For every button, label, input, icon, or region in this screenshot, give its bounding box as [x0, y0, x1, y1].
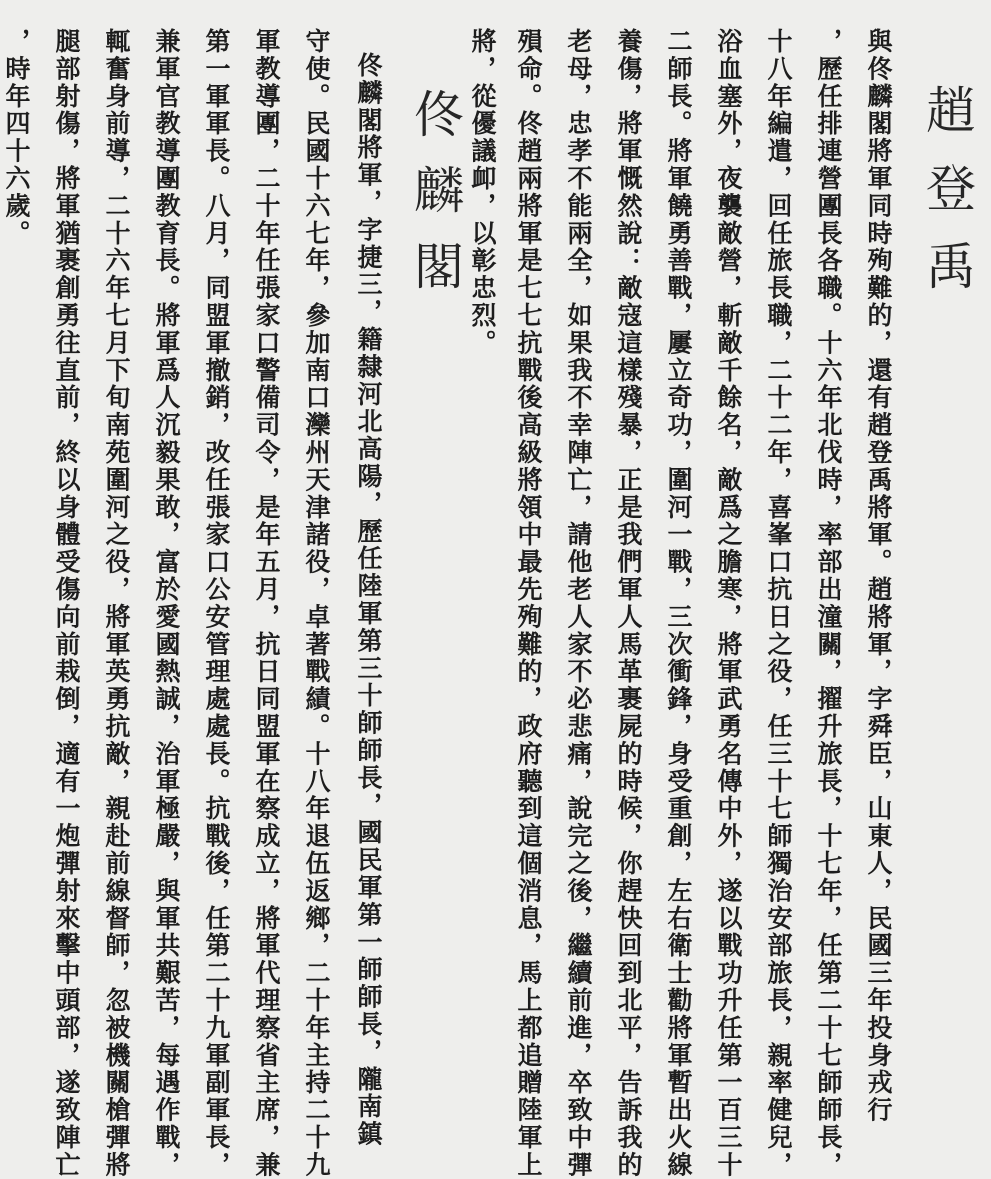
text-column: 老母，忠孝不能兩全，如果我不幸陣亡，請他老人家不必悲痛，說完之後，繼續前進，卒致中彈 — [564, 28, 593, 1179]
text-column: 與佟麟閣將軍同時殉難的，還有趙登禹將軍。趙將軍，字舜臣，山東人，民國三年投身戎行 — [864, 28, 893, 1124]
section-title-zhao-dengyu: 趙登禹 — [918, 84, 976, 318]
text-column: 養傷，將軍慨然說：敵寇這樣殘暴，正是我們軍人馬革裹屍的時候，你趕快回到北平，告訴我的 — [614, 28, 643, 1179]
text-column: 二師長。將軍饒勇善戰，屢立奇功，圍河一戰，三次衝鋒，身受重創，左右衛士勸將軍暫出火線 — [664, 28, 693, 1179]
text-column: 佟麟閣將軍，字捷三，籍隸河北高陽，歷任陸軍第三十師師長，國民軍第一師師長，隴南鎮 — [354, 52, 383, 1148]
text-column: 十八年編遣，回任旅長職，二十二年，喜峯口抗日之役，任三十七師獨治安部旅長，親率健兒， — [764, 28, 793, 1179]
text-column: 守使。民國十六七年，參加南口灤州天津諸役，卓著戰績。十八年退伍返鄉，二十年主持二十九 — [302, 28, 331, 1179]
text-column: 殞命。佟趙兩將軍是七七抗戰後高級將領中最先殉難的，政府聽到這個消息，馬上都追贈陸軍上 — [514, 28, 543, 1179]
text-column: 軍教導團，二十年任張家口警備司令，是年五月，抗日同盟軍在察成立，將軍代理察省主席，兼 — [252, 28, 281, 1179]
text-column: 兼軍官教導團教育長。將軍爲人沉毅果敢，富於愛國熱誠，治軍極嚴，與軍共艱苦，每遇作戰， — [152, 28, 181, 1179]
text-column: 輒奮身前導，二十六年七月下旬南苑圍河之役，將軍英勇抗敵，親赴前線督師，忽被機關槍彈將 — [102, 28, 131, 1179]
text-column: 腿部射傷，將軍猶裹創勇往直前，終以身體受傷向前栽倒，適有一炮彈射來擊中頭部，遂致陣亡 — [52, 28, 81, 1179]
text-column: ，時年四十六歲。 — [2, 28, 31, 248]
text-column: 將，從優議卹，以彰忠烈。 — [468, 28, 497, 357]
text-column: 第一軍軍長。八月，同盟軍撤銷，改任張家口公安管理處處長。抗戰後，任第二十九軍副軍長， — [202, 28, 231, 1179]
section-title-tong-linge: 佟麟閣 — [406, 88, 464, 316]
text-column: ，歷任排連營團長各職。十六年北伐時，率部出潼關，擢升旅長，十七年，任第二十七師師長， — [814, 28, 843, 1179]
text-column: 浴血塞外，夜襲敵營，斬敵千餘名，敵爲之膽寒，將軍武勇名傳中外，遂以戰功升任第一百三十 — [714, 28, 743, 1179]
